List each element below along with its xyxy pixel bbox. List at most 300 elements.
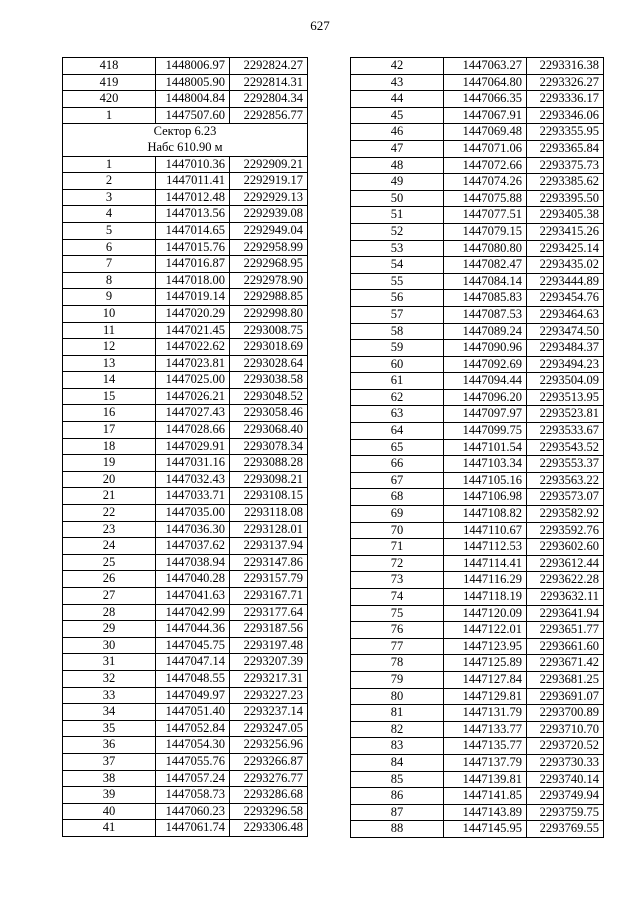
point-number-cell: 59 — [351, 340, 444, 357]
table-row — [351, 638, 604, 655]
point-number-cell: 41 — [63, 820, 156, 837]
x-coordinate-cell: 1447021.45 — [156, 322, 230, 339]
table-row — [351, 290, 604, 307]
table-row — [63, 820, 308, 837]
x-coordinate-cell: 1447137.79 — [444, 754, 527, 771]
x-coordinate-cell: 1447090.96 — [444, 340, 527, 357]
point-number-cell: 37 — [63, 753, 156, 770]
y-coordinate-cell: 2293415.26 — [527, 223, 604, 240]
table-row — [351, 190, 604, 207]
y-coordinate-cell: 2293425.14 — [527, 240, 604, 257]
x-coordinate-cell: 1447094.44 — [444, 373, 527, 390]
y-coordinate-cell: 2293147.86 — [230, 554, 308, 571]
x-coordinate-cell: 1447139.81 — [444, 771, 527, 788]
table-row — [63, 720, 308, 737]
y-coordinate-cell: 2292968.95 — [230, 256, 308, 273]
y-coordinate-cell: 2292909.21 — [230, 156, 308, 173]
table-row — [63, 206, 308, 223]
table-row — [63, 256, 308, 273]
table-row — [63, 753, 308, 770]
x-coordinate-cell: 1447110.67 — [444, 522, 527, 539]
point-number-cell: 33 — [63, 687, 156, 704]
point-number-cell: 74 — [351, 589, 444, 606]
point-number-cell: 28 — [63, 604, 156, 621]
table-row — [63, 355, 308, 372]
y-coordinate-cell: 2293167.71 — [230, 588, 308, 605]
point-number-cell: 32 — [63, 670, 156, 687]
point-number-cell: 46 — [351, 124, 444, 141]
point-number-cell: 85 — [351, 771, 444, 788]
point-number-cell: 47 — [351, 140, 444, 157]
x-coordinate-cell: 1447101.54 — [444, 439, 527, 456]
table-row — [63, 621, 308, 638]
y-coordinate-cell: 2293454.76 — [527, 290, 604, 307]
point-number-cell: 88 — [351, 821, 444, 838]
table-row — [63, 107, 308, 124]
x-coordinate-cell: 1447011.41 — [156, 173, 230, 190]
y-coordinate-cell: 2293651.77 — [527, 622, 604, 639]
point-number-cell: 2 — [63, 173, 156, 190]
x-coordinate-cell: 1447096.20 — [444, 389, 527, 406]
y-coordinate-cell: 2292824.27 — [230, 58, 308, 75]
table-row — [63, 737, 308, 754]
point-number-cell: 1 — [63, 107, 156, 124]
y-coordinate-cell: 2293671.42 — [527, 655, 604, 672]
table-row — [351, 771, 604, 788]
y-coordinate-cell: 2293573.07 — [527, 489, 604, 506]
table-row — [63, 471, 308, 488]
x-coordinate-cell: 1447041.63 — [156, 588, 230, 605]
y-coordinate-cell: 2292978.90 — [230, 272, 308, 289]
point-number-cell: 75 — [351, 605, 444, 622]
table-row — [63, 422, 308, 439]
point-number-cell: 78 — [351, 655, 444, 672]
table-row — [63, 554, 308, 571]
y-coordinate-cell: 2293068.40 — [230, 422, 308, 439]
x-coordinate-cell: 1447143.89 — [444, 804, 527, 821]
y-coordinate-cell: 2293710.70 — [527, 721, 604, 738]
x-coordinate-cell: 1447123.95 — [444, 638, 527, 655]
x-coordinate-cell: 1447010.36 — [156, 156, 230, 173]
y-coordinate-cell: 2293641.94 — [527, 605, 604, 622]
y-coordinate-cell: 2292804.34 — [230, 91, 308, 108]
point-number-cell: 55 — [351, 273, 444, 290]
y-coordinate-cell: 2293602.60 — [527, 539, 604, 556]
x-coordinate-cell: 1447048.55 — [156, 670, 230, 687]
point-number-cell: 72 — [351, 555, 444, 572]
y-coordinate-cell: 2293553.37 — [527, 456, 604, 473]
y-coordinate-cell: 2293720.52 — [527, 738, 604, 755]
point-number-cell: 31 — [63, 654, 156, 671]
point-number-cell: 86 — [351, 788, 444, 805]
table-row — [63, 670, 308, 687]
point-number-cell: 66 — [351, 456, 444, 473]
x-coordinate-cell: 1447038.94 — [156, 554, 230, 571]
x-coordinate-cell: 1447051.40 — [156, 704, 230, 721]
y-coordinate-cell: 2293088.28 — [230, 455, 308, 472]
table-row — [351, 788, 604, 805]
x-coordinate-cell: 1447016.87 — [156, 256, 230, 273]
x-coordinate-cell: 1447127.84 — [444, 671, 527, 688]
table-row — [351, 439, 604, 456]
x-coordinate-cell: 1447033.71 — [156, 488, 230, 505]
section-header-row — [63, 124, 308, 156]
table-row — [63, 339, 308, 356]
table-row — [351, 140, 604, 157]
table-row — [351, 356, 604, 373]
table-row — [63, 787, 308, 804]
point-number-cell: 40 — [63, 803, 156, 820]
table-row — [63, 704, 308, 721]
point-number-cell: 26 — [63, 571, 156, 588]
table-row — [351, 572, 604, 589]
y-coordinate-cell: 2293296.58 — [230, 803, 308, 820]
table-row — [351, 323, 604, 340]
table-row — [351, 506, 604, 523]
x-coordinate-cell: 1447108.82 — [444, 506, 527, 523]
x-coordinate-cell: 1447135.77 — [444, 738, 527, 755]
point-number-cell: 420 — [63, 91, 156, 108]
x-coordinate-cell: 1447097.97 — [444, 406, 527, 423]
point-number-cell: 64 — [351, 423, 444, 440]
point-number-cell: 58 — [351, 323, 444, 340]
point-number-cell: 57 — [351, 306, 444, 323]
table-row — [63, 239, 308, 256]
y-coordinate-cell: 2292929.13 — [230, 189, 308, 206]
y-coordinate-cell: 2293336.17 — [527, 91, 604, 108]
x-coordinate-cell: 1447025.00 — [156, 372, 230, 389]
y-coordinate-cell: 2293227.23 — [230, 687, 308, 704]
point-number-cell: 82 — [351, 721, 444, 738]
y-coordinate-cell: 2293405.38 — [527, 207, 604, 224]
x-coordinate-cell: 1447106.98 — [444, 489, 527, 506]
point-number-cell: 10 — [63, 305, 156, 322]
point-number-cell: 81 — [351, 705, 444, 722]
y-coordinate-cell: 2293157.79 — [230, 571, 308, 588]
x-coordinate-cell: 1447067.91 — [444, 107, 527, 124]
table-row — [351, 91, 604, 108]
right-table-rows — [351, 58, 604, 838]
x-coordinate-cell: 1447057.24 — [156, 770, 230, 787]
point-number-cell: 73 — [351, 572, 444, 589]
y-coordinate-cell: 2293464.63 — [527, 306, 604, 323]
point-number-cell: 22 — [63, 505, 156, 522]
table-row — [63, 91, 308, 108]
table-row — [351, 273, 604, 290]
y-coordinate-cell: 2293523.81 — [527, 406, 604, 423]
point-number-cell: 36 — [63, 737, 156, 754]
y-coordinate-cell: 2293474.50 — [527, 323, 604, 340]
y-coordinate-cell: 2292988.85 — [230, 289, 308, 306]
x-coordinate-cell: 1447036.30 — [156, 521, 230, 538]
table-row — [351, 472, 604, 489]
y-coordinate-cell: 2293028.64 — [230, 355, 308, 372]
x-coordinate-cell: 1447129.81 — [444, 688, 527, 705]
table-row — [351, 74, 604, 91]
table-row — [351, 705, 604, 722]
table-row — [351, 157, 604, 174]
x-coordinate-cell: 1447087.53 — [444, 306, 527, 323]
y-coordinate-cell: 2293266.87 — [230, 753, 308, 770]
table-row — [63, 189, 308, 206]
table-row — [63, 538, 308, 555]
table-row — [351, 688, 604, 705]
table-row — [351, 622, 604, 639]
point-number-cell: 1 — [63, 156, 156, 173]
x-coordinate-cell: 1447045.75 — [156, 637, 230, 654]
y-coordinate-cell: 2293563.22 — [527, 472, 604, 489]
y-coordinate-cell: 2292939.08 — [230, 206, 308, 223]
x-coordinate-cell: 1447141.85 — [444, 788, 527, 805]
table-row — [351, 539, 604, 556]
y-coordinate-cell: 2293008.75 — [230, 322, 308, 339]
table-row — [63, 289, 308, 306]
x-coordinate-cell: 1447014.65 — [156, 222, 230, 239]
y-coordinate-cell: 2293661.60 — [527, 638, 604, 655]
table-row — [63, 455, 308, 472]
point-number-cell: 24 — [63, 538, 156, 555]
table-row — [351, 754, 604, 771]
point-number-cell: 16 — [63, 405, 156, 422]
y-coordinate-cell: 2293078.34 — [230, 438, 308, 455]
x-coordinate-cell: 1447074.26 — [444, 174, 527, 191]
x-coordinate-cell: 1447066.35 — [444, 91, 527, 108]
y-coordinate-cell: 2293700.89 — [527, 705, 604, 722]
point-number-cell: 23 — [63, 521, 156, 538]
x-coordinate-cell: 1447069.48 — [444, 124, 527, 141]
table-row — [63, 156, 308, 173]
x-coordinate-cell: 1447058.73 — [156, 787, 230, 804]
point-number-cell: 15 — [63, 388, 156, 405]
table-row — [351, 605, 604, 622]
x-coordinate-cell: 1447120.09 — [444, 605, 527, 622]
point-number-cell: 49 — [351, 174, 444, 191]
point-number-cell: 83 — [351, 738, 444, 755]
y-coordinate-cell: 2293276.77 — [230, 770, 308, 787]
point-number-cell: 76 — [351, 622, 444, 639]
y-coordinate-cell: 2293346.06 — [527, 107, 604, 124]
point-number-cell: 21 — [63, 488, 156, 505]
y-coordinate-cell: 2293128.01 — [230, 521, 308, 538]
y-coordinate-cell: 2293395.50 — [527, 190, 604, 207]
point-number-cell: 3 — [63, 189, 156, 206]
left-table-rows — [63, 156, 308, 836]
x-coordinate-cell: 1447085.83 — [444, 290, 527, 307]
y-coordinate-cell: 2293237.14 — [230, 704, 308, 721]
y-coordinate-cell: 2293326.27 — [527, 74, 604, 91]
point-number-cell: 68 — [351, 489, 444, 506]
x-coordinate-cell: 1447077.51 — [444, 207, 527, 224]
table-row — [351, 804, 604, 821]
point-number-cell: 419 — [63, 74, 156, 91]
x-coordinate-cell: 1447071.06 — [444, 140, 527, 157]
table-row — [351, 489, 604, 506]
x-coordinate-cell: 1447075.88 — [444, 190, 527, 207]
table-row — [351, 389, 604, 406]
x-coordinate-cell: 1447055.76 — [156, 753, 230, 770]
x-coordinate-cell: 1447020.29 — [156, 305, 230, 322]
x-coordinate-cell: 1447013.56 — [156, 206, 230, 223]
table-row — [351, 423, 604, 440]
table-row — [351, 655, 604, 672]
point-number-cell: 44 — [351, 91, 444, 108]
y-coordinate-cell: 2293769.55 — [527, 821, 604, 838]
x-coordinate-cell: 1447133.77 — [444, 721, 527, 738]
x-coordinate-cell: 1448006.97 — [156, 58, 230, 75]
point-number-cell: 60 — [351, 356, 444, 373]
x-coordinate-cell: 1447122.01 — [444, 622, 527, 639]
point-number-cell: 87 — [351, 804, 444, 821]
point-number-cell: 12 — [63, 339, 156, 356]
point-number-cell: 19 — [63, 455, 156, 472]
x-coordinate-cell: 1447114.41 — [444, 555, 527, 572]
point-number-cell: 50 — [351, 190, 444, 207]
x-coordinate-cell: 1447507.60 — [156, 107, 230, 124]
point-number-cell: 48 — [351, 157, 444, 174]
y-coordinate-cell: 2293187.56 — [230, 621, 308, 638]
x-coordinate-cell: 1447079.15 — [444, 223, 527, 240]
x-coordinate-cell: 1447049.97 — [156, 687, 230, 704]
point-number-cell: 63 — [351, 406, 444, 423]
x-coordinate-cell: 1447012.48 — [156, 189, 230, 206]
x-coordinate-cell: 1447060.23 — [156, 803, 230, 820]
table-row — [351, 207, 604, 224]
y-coordinate-cell: 2293197.48 — [230, 637, 308, 654]
y-coordinate-cell: 2293247.05 — [230, 720, 308, 737]
x-coordinate-cell: 1447022.62 — [156, 339, 230, 356]
point-number-cell: 6 — [63, 239, 156, 256]
y-coordinate-cell: 2293098.21 — [230, 471, 308, 488]
x-coordinate-cell: 1447099.75 — [444, 423, 527, 440]
point-number-cell: 27 — [63, 588, 156, 605]
point-number-cell: 42 — [351, 58, 444, 75]
y-coordinate-cell: 2293513.95 — [527, 389, 604, 406]
table-row — [351, 58, 604, 75]
y-coordinate-cell: 2293444.89 — [527, 273, 604, 290]
x-coordinate-cell: 1447019.14 — [156, 289, 230, 306]
x-coordinate-cell: 1447092.69 — [444, 356, 527, 373]
point-number-cell: 34 — [63, 704, 156, 721]
y-coordinate-cell: 2293048.52 — [230, 388, 308, 405]
x-coordinate-cell: 1447054.30 — [156, 737, 230, 754]
x-coordinate-cell: 1447027.43 — [156, 405, 230, 422]
point-number-cell: 35 — [63, 720, 156, 737]
point-number-cell: 53 — [351, 240, 444, 257]
point-number-cell: 79 — [351, 671, 444, 688]
table-row — [63, 322, 308, 339]
y-coordinate-cell: 2293533.67 — [527, 423, 604, 440]
table-row — [63, 521, 308, 538]
point-number-cell: 61 — [351, 373, 444, 390]
table-row — [63, 637, 308, 654]
section-header-cell — [63, 124, 308, 156]
y-coordinate-cell: 2292958.99 — [230, 239, 308, 256]
point-number-cell: 39 — [63, 787, 156, 804]
y-coordinate-cell: 2292919.17 — [230, 173, 308, 190]
x-coordinate-cell: 1447018.00 — [156, 272, 230, 289]
point-number-cell: 67 — [351, 472, 444, 489]
point-number-cell: 418 — [63, 58, 156, 75]
point-number-cell: 11 — [63, 322, 156, 339]
x-coordinate-cell: 1447026.21 — [156, 388, 230, 405]
table-row — [63, 588, 308, 605]
y-coordinate-cell: 2293740.14 — [527, 771, 604, 788]
point-number-cell: 43 — [351, 74, 444, 91]
table-row — [63, 272, 308, 289]
y-coordinate-cell: 2293108.15 — [230, 488, 308, 505]
point-number-cell: 9 — [63, 289, 156, 306]
table-row — [63, 687, 308, 704]
x-coordinate-cell: 1447116.29 — [444, 572, 527, 589]
section-subtitle: Набс 610.90 м — [147, 139, 223, 154]
table-row — [351, 738, 604, 755]
y-coordinate-cell: 2293504.09 — [527, 373, 604, 390]
table-row — [63, 571, 308, 588]
y-coordinate-cell: 2292949.04 — [230, 222, 308, 239]
left-table-top-rows — [63, 58, 308, 124]
page-number: 627 — [310, 18, 330, 33]
table-row — [63, 803, 308, 820]
x-coordinate-cell: 1447047.14 — [156, 654, 230, 671]
table-row — [351, 456, 604, 473]
y-coordinate-cell: 2293749.94 — [527, 788, 604, 805]
table-row — [351, 555, 604, 572]
point-number-cell: 56 — [351, 290, 444, 307]
table-row — [63, 372, 308, 389]
point-number-cell: 17 — [63, 422, 156, 439]
y-coordinate-cell: 2293375.73 — [527, 157, 604, 174]
y-coordinate-cell: 2293435.02 — [527, 257, 604, 274]
x-coordinate-cell: 1447023.81 — [156, 355, 230, 372]
table-row — [351, 821, 604, 838]
table-row — [351, 522, 604, 539]
y-coordinate-cell: 2293582.92 — [527, 506, 604, 523]
y-coordinate-cell: 2293691.07 — [527, 688, 604, 705]
y-coordinate-cell: 2293759.75 — [527, 804, 604, 821]
x-coordinate-cell: 1447084.14 — [444, 273, 527, 290]
y-coordinate-cell: 2293118.08 — [230, 505, 308, 522]
y-coordinate-cell: 2293316.38 — [527, 58, 604, 75]
y-coordinate-cell: 2293177.64 — [230, 604, 308, 621]
table-row — [63, 770, 308, 787]
point-number-cell: 84 — [351, 754, 444, 771]
table-row — [351, 721, 604, 738]
y-coordinate-cell: 2293622.28 — [527, 572, 604, 589]
x-coordinate-cell: 1447105.16 — [444, 472, 527, 489]
y-coordinate-cell: 2293681.25 — [527, 671, 604, 688]
table-row — [351, 589, 604, 606]
table-row — [351, 671, 604, 688]
y-coordinate-cell: 2292998.80 — [230, 305, 308, 322]
point-number-cell: 65 — [351, 439, 444, 456]
x-coordinate-cell: 1447031.16 — [156, 455, 230, 472]
x-coordinate-cell: 1447040.28 — [156, 571, 230, 588]
point-number-cell: 51 — [351, 207, 444, 224]
point-number-cell: 54 — [351, 257, 444, 274]
point-number-cell: 18 — [63, 438, 156, 455]
table-row — [351, 306, 604, 323]
table-row — [351, 124, 604, 141]
x-coordinate-cell: 1447029.91 — [156, 438, 230, 455]
x-coordinate-cell: 1447028.66 — [156, 422, 230, 439]
table-row — [351, 240, 604, 257]
y-coordinate-cell: 2293494.23 — [527, 356, 604, 373]
point-number-cell: 71 — [351, 539, 444, 556]
point-number-cell: 25 — [63, 554, 156, 571]
table-row — [351, 340, 604, 357]
y-coordinate-cell: 2293632.11 — [527, 589, 604, 606]
y-coordinate-cell: 2293730.33 — [527, 754, 604, 771]
